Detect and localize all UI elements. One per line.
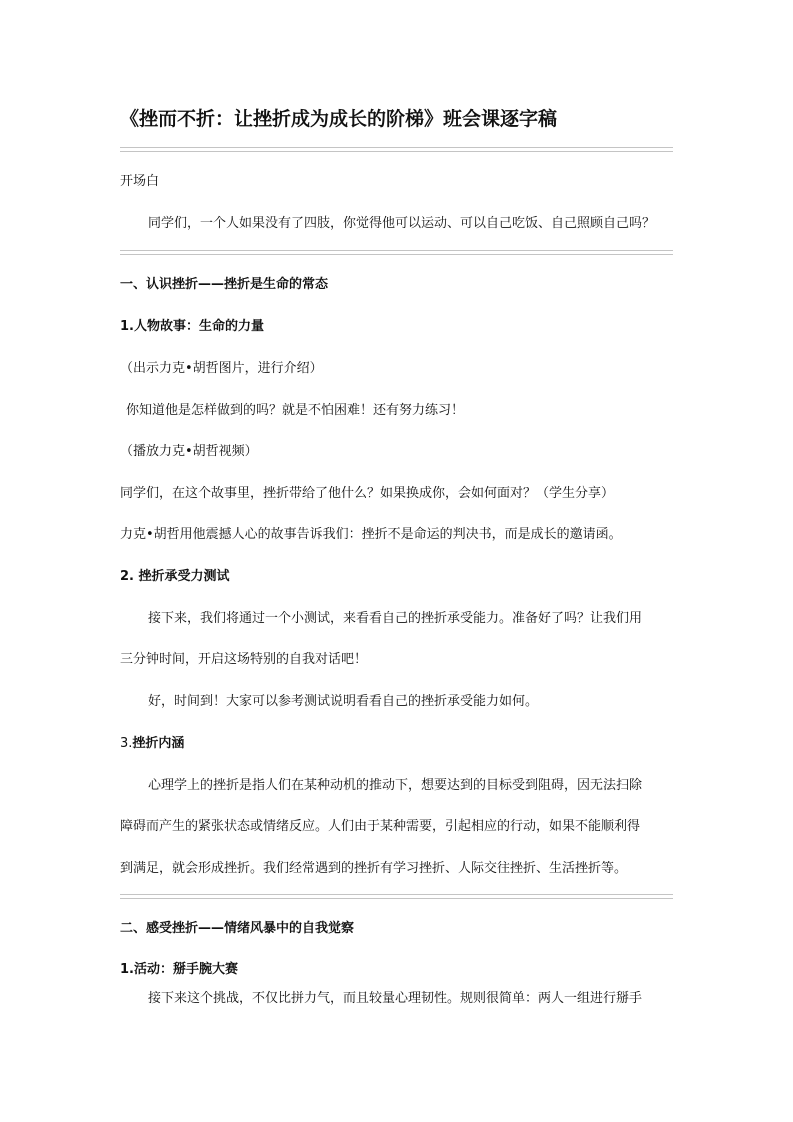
paragraph: 三分钟时间，开启这场特别的自我对话吧！ [120,652,368,667]
paragraph: （出示力克•胡哲图片，进行介绍） [120,361,323,376]
subsection-heading [120,735,184,753]
subsection-heading: 1.活动：掰手腕大赛 [120,962,238,977]
separator [120,250,673,255]
paragraph: 你知道他是怎样做到的吗？就是不怕困难！还有努力练习！ [126,403,465,418]
section-heading: 一、认识挫折——挫折是生命的常态 [120,277,329,292]
paragraph: 障碍而产生的紧张状态或情绪反应。人们由于某种需要，引起相应的行动，如果不能顺利得 [120,819,641,834]
paragraph: 力克•胡哲用他震撼人心的故事告诉我们：挫折不是命运的判决书，而是成长的邀请函。 [120,527,622,542]
paragraph: 好，时间到！大家可以参考测试说明看看自己的挫折承受能力如何。 [148,694,539,709]
subsection-heading: 2. 挫折承受力测试 [120,569,230,584]
paragraph: 同学们，在这个故事里，挫折带给了他什么？如果换成你，会如何面对？（学生分享） [120,486,615,501]
section-heading: 二、感受挫折——情绪风暴中的自我觉察 [120,921,355,936]
paragraph: 接下来，我们将通过一个小测试，来看看自己的挫折承受能力。准备好了吗？让我们用 [148,611,643,626]
subsection-number: 3. [120,736,133,751]
separator [120,894,673,899]
paragraph: （播放力克•胡哲视频） [120,444,258,459]
opening-heading: 开场白 [120,174,160,189]
subsection-heading: 1.人物故事：生命的力量 [120,319,264,334]
paragraph: 接下来这个挑战，不仅比拼力气，而且较量心理韧性。规则很简单：两人一组进行掰手 [148,991,643,1006]
paragraph: 心理学上的挫折是指人们在某种动机的推动下，想要达到的目标受到阻碍，因无法扫除 [148,778,643,793]
page-title: 《挫而不折：让挫折成为成长的阶梯》班会课逐字稿 [120,108,558,130]
separator [120,147,673,152]
paragraph: 到满足，就会形成挫折。我们经常遇到的挫折有学习挫折、人际交往挫折、生活挫折等。 [120,861,628,876]
subsection-title: 挫折内涵 [132,736,185,751]
opening-paragraph: 同学们，一个人如果没有了四肢，你觉得他可以运动、可以自己吃饭、自己照顾自己吗？ [148,216,656,231]
